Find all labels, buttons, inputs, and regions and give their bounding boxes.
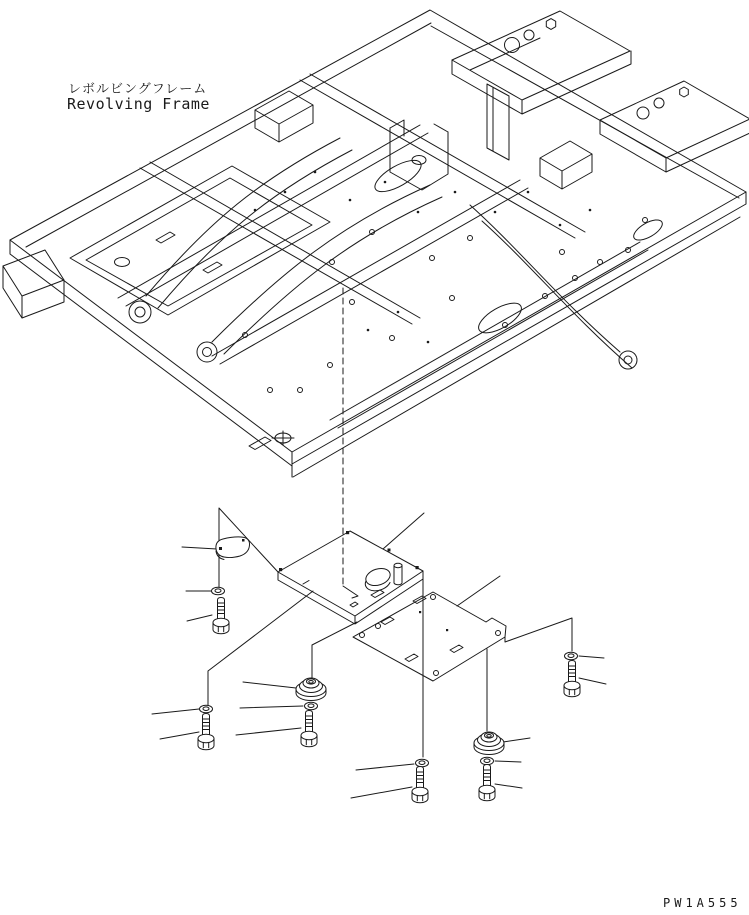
boom-mount-arms [129,138,637,369]
bolt-b [198,714,214,750]
plug-cap [216,537,250,560]
mount-beam-right [600,81,749,172]
left-stowage-box [3,250,64,318]
washer-e [481,757,494,765]
washer-c [305,702,318,710]
bolt-e [479,765,495,801]
hardware-parts [198,537,580,803]
assembly-connector-lines [208,508,572,757]
deck-tray [70,166,330,315]
deck-brackets [255,91,592,189]
washer-f [565,652,578,660]
assembly-title-japanese: レボルビングフレーム [68,82,208,97]
mount-beam-front [452,11,631,114]
bolt-f [564,661,580,697]
drawing-code: PW1A555 [663,896,742,910]
deck-cross-beams [118,74,648,428]
grommet-e [474,732,504,755]
assembly-title-english: Revolving Frame [67,95,210,113]
center-channel-bracket [390,120,448,190]
washer-d [416,759,429,767]
grommet-c [296,678,326,701]
bolt-c [301,711,317,747]
washer-a [212,587,225,595]
bolt-a [213,598,229,634]
under-cover-plate-rear [353,592,506,681]
washer-b [200,705,213,713]
bolt-d [412,767,428,803]
